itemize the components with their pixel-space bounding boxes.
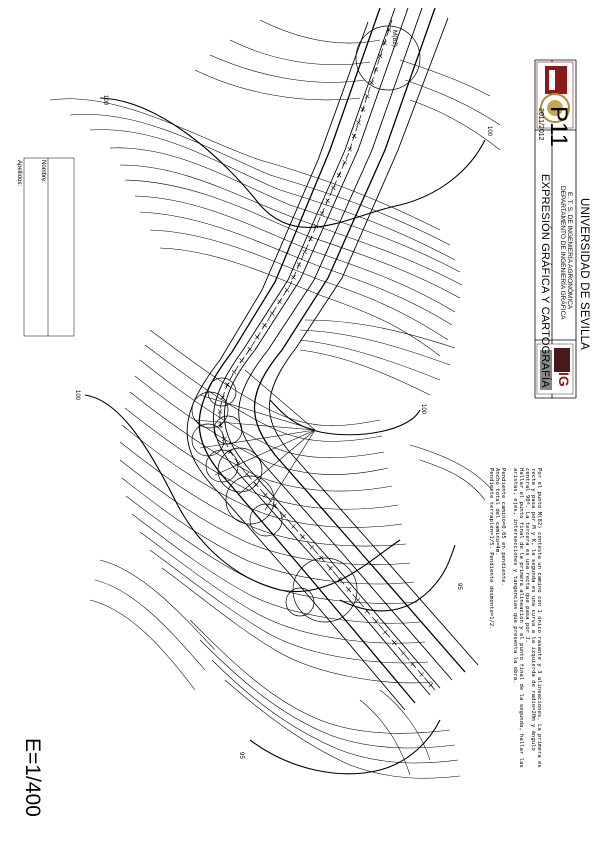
statement-line: Ancho total del camino=4m. — [494, 468, 500, 556]
problem-statement — [488, 468, 542, 768]
station-mark — [282, 514, 286, 518]
contour-label: 100 — [486, 126, 492, 137]
station-mark — [420, 673, 424, 677]
exercise-number: P11 — [545, 106, 572, 147]
scale-label: E=1/400 — [21, 738, 44, 817]
station-mark — [221, 396, 225, 400]
statement-line: aristas, ejes, intersecciones y tangencias que presenta la obra. — [512, 468, 518, 684]
station-mark — [291, 275, 295, 279]
station-mark — [347, 588, 351, 592]
station-mark — [429, 683, 433, 687]
station-mark — [357, 121, 361, 125]
station-mark — [343, 160, 347, 164]
station-mark — [263, 323, 267, 327]
school-name: E. T. S. DE INGENIERÍA AGRONÓMICA — [566, 192, 573, 310]
station-mark — [374, 67, 378, 71]
station-mark — [309, 237, 313, 241]
station-mark — [348, 147, 352, 151]
station-mark — [378, 54, 382, 58]
station-mark — [352, 134, 356, 138]
contour-label: 95 — [238, 752, 244, 759]
station-mark — [232, 370, 236, 374]
station-mark — [303, 250, 307, 254]
university-name: UNIVERSIDAD DE SEVILLA — [578, 198, 590, 351]
station-mark — [310, 545, 314, 549]
station-mark — [270, 312, 274, 316]
point-label: M(82) — [391, 30, 398, 47]
station-mark — [401, 651, 405, 655]
contour-label: 100 — [420, 404, 426, 415]
station-mark — [240, 359, 244, 363]
academic-year: 2011/2012 — [537, 108, 544, 141]
station-mark — [361, 107, 365, 111]
contour-lines — [50, 20, 500, 778]
surname-label: Apellidos: — [16, 160, 22, 187]
department-name: DEPARTAMENTO DE INGENIERÍA GRÁFICA — [559, 186, 566, 320]
road-alignment — [187, 8, 478, 710]
svg-text:IG: IG — [556, 372, 572, 387]
station-mark — [263, 493, 267, 497]
station-mark — [411, 662, 415, 666]
subject-title: EXPRESIÓN GRÁFICA Y CARTOGRAFÍA — [539, 174, 551, 388]
statement-line: central 90º. La tercera es una recta que pasa por J. — [524, 468, 530, 644]
statement-line: Pendiente terraplén=1/5. Pendiente desmonte=1/2. — [488, 468, 494, 630]
station-marks — [218, 28, 433, 688]
station-mark — [291, 524, 295, 528]
station-mark — [301, 535, 305, 539]
station-mark — [285, 288, 289, 292]
student-fields — [24, 158, 74, 336]
station-mark — [331, 186, 335, 190]
station-mark — [255, 335, 259, 339]
station-mark — [383, 630, 387, 634]
station-mark — [254, 483, 258, 487]
statement-line: Pendiente camino=0.05 en pendiente. — [500, 468, 506, 586]
station-mark — [245, 472, 249, 476]
station-mark — [248, 347, 252, 351]
station-mark — [370, 81, 374, 85]
station-mark — [328, 566, 332, 570]
station-mark — [337, 173, 341, 177]
station-mark — [356, 598, 360, 602]
contour-label: 100 — [74, 390, 80, 401]
station-mark — [320, 211, 324, 215]
station-mark — [297, 263, 301, 267]
statement-line: Por el punto M(82) contesta un camino con 1 único rasante y 3 alineaciones. La primera es — [536, 468, 542, 768]
contour-label: 95 — [456, 583, 462, 590]
station-mark — [392, 641, 396, 645]
name-label: Nombre: — [40, 160, 46, 184]
station-mark — [365, 94, 369, 98]
contour-label: 100 — [102, 95, 108, 106]
statement-line: recta y pasa por M y K, la segunda es una curva a la izquierda de radio=20m y ángulo — [530, 468, 536, 751]
station-mark — [326, 199, 330, 203]
station-mark — [278, 300, 282, 304]
statement-line: Hallar el punto final de la primera alineación y el punto final de la segunda, hallar las — [518, 468, 524, 768]
